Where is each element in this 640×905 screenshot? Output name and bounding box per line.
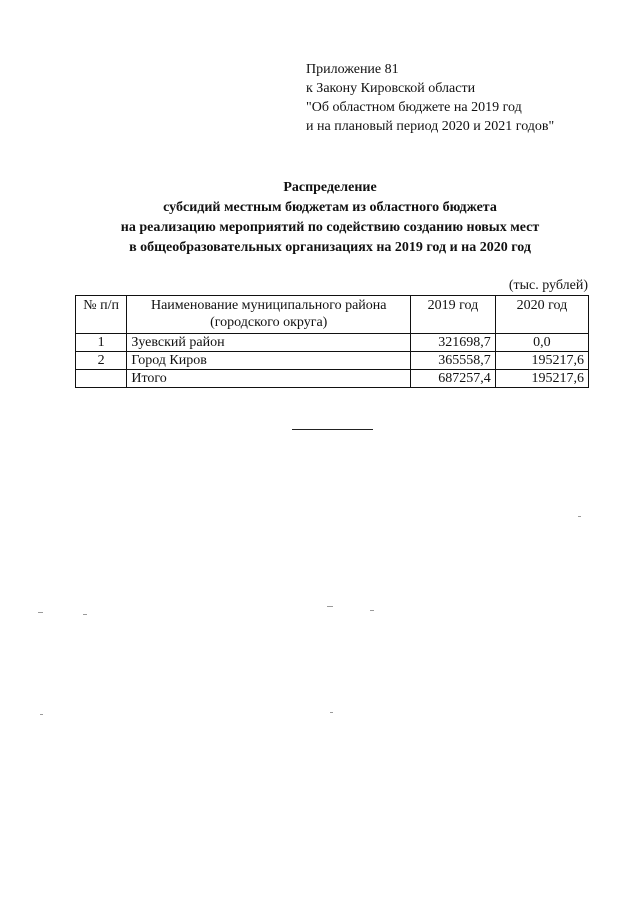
scan-speck: [83, 614, 87, 615]
row-number: 2: [76, 352, 127, 370]
column-header-2019: 2019 год: [411, 296, 496, 334]
column-header-name-line1: Наименование муниципального района: [150, 298, 387, 313]
appendix-law-title: "Об областном бюджете на 2019 год: [306, 100, 522, 115]
appendix-law-period: и на плановый период 2020 и 2021 годов": [306, 119, 555, 134]
column-header-number: № п/п: [76, 296, 127, 334]
scan-speck: [327, 606, 333, 607]
row-municipality: Зуевский район: [127, 334, 411, 352]
row-amount-2019: 321698,7: [411, 334, 496, 352]
column-header-name-line2: (городского округа): [210, 315, 328, 330]
appendix-reference: [306, 60, 554, 136]
table-header-row: [76, 296, 589, 334]
table-total-row: [76, 370, 589, 388]
heading-line-4: в общеобразовательных организациях на 2019 год и на 2020 год: [129, 240, 531, 255]
total-amount-2019: 687257,4: [411, 370, 496, 388]
table-row: [76, 352, 589, 370]
document-heading: [0, 178, 640, 258]
total-label: Итого: [127, 370, 411, 388]
table-row: [76, 334, 589, 352]
column-header-2020: 2020 год: [495, 296, 588, 334]
appendix-number: Приложение 81: [306, 62, 399, 77]
scan-speck: [40, 714, 43, 715]
units-note: (тыс. рублей): [508, 278, 588, 293]
heading-title: Распределение: [283, 180, 377, 195]
scan-speck: [38, 612, 43, 613]
row-amount-2019: 365558,7: [411, 352, 496, 370]
total-amount-2020: 195217,6: [495, 370, 588, 388]
scan-speck: [330, 712, 333, 713]
scan-speck: [578, 516, 581, 517]
heading-line-3: на реализацию мероприятий по содействию созданию новых мест: [120, 220, 540, 235]
row-amount-2020: 0,0: [495, 334, 588, 352]
row-municipality: Город Киров: [127, 352, 411, 370]
scan-speck: [370, 610, 374, 611]
end-rule: [292, 429, 373, 430]
total-number: [76, 370, 127, 388]
column-header-name: [127, 296, 411, 334]
subsidy-table: [75, 295, 589, 388]
heading-line-2: субсидий местным бюджетам из областного бюджета: [163, 200, 497, 215]
appendix-law-reference: к Закону Кировской области: [306, 81, 476, 96]
row-amount-2020: 195217,6: [495, 352, 588, 370]
row-number: 1: [76, 334, 127, 352]
